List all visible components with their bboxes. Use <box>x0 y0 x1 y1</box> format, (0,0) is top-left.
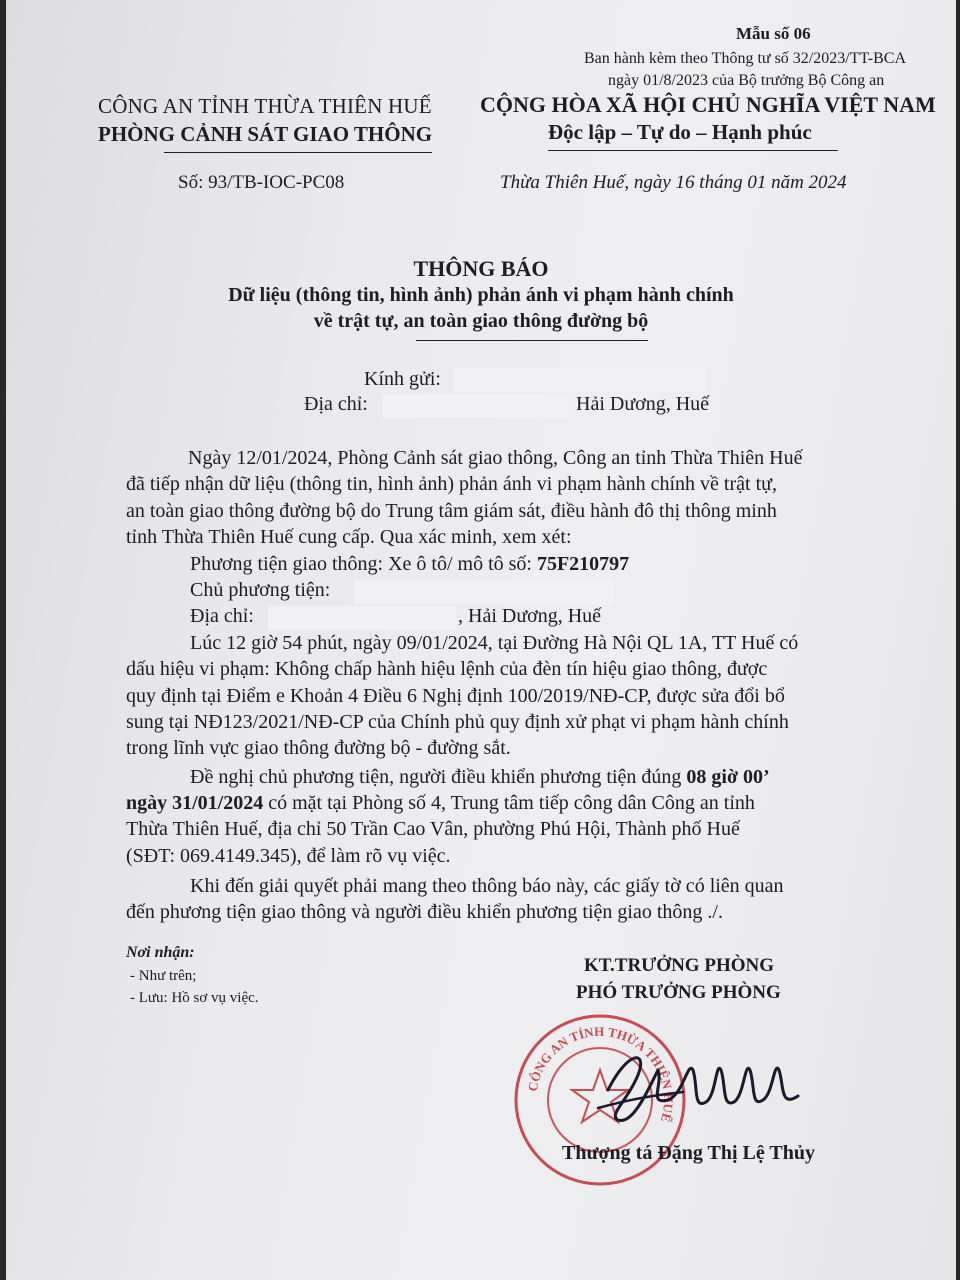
issued-with-text: Ban hành kèm theo Thông tư số 32/2023/TT-BCA <box>584 50 906 67</box>
agency-name: CÔNG AN TỈNH THỪA THIÊN HUẾ <box>98 94 432 118</box>
paragraph-1-line-2: đã tiếp nhận dữ liệu (thông tin, hình ảnh) phản ánh vi phạm hành chính về trật tự, <box>126 473 777 495</box>
department-underline <box>164 152 432 153</box>
paragraph-3-line-4: (SĐT: 069.4149.345), để làm rõ vụ việc. <box>126 845 451 867</box>
paragraph-2-line-3: quy định tại Điểm e Khoản 4 Điều 6 Nghị định 100/2019/NĐ-CP, được sửa đổi bổ <box>126 685 785 707</box>
paragraph-2-line-1: Lúc 12 giờ 54 phút, ngày 09/01/2024, tại Đường Hà Nội QL 1A, TT Huế có <box>190 632 799 654</box>
document-page <box>6 0 956 1280</box>
paragraph-1-line-4: tỉnh Thừa Thiên Huế cung cấp. Qua xác minh, xem xét: <box>126 526 572 548</box>
issued-date-text: ngày 01/8/2023 của Bộ trưởng Bộ Công an <box>608 72 885 89</box>
department-name: PHÒNG CẢNH SÁT GIAO THÔNG <box>98 122 433 146</box>
vehicle-label: Phương tiện giao thông: Xe ô tô/ mô tô số: <box>190 553 532 575</box>
signer-title-1: KT.TRƯỞNG PHÒNG <box>584 955 774 976</box>
national-motto: Độc lập – Tự do – Hạnh phúc <box>548 120 812 144</box>
form-number: Mẫu số 06 <box>736 24 811 43</box>
redacted-owner-address <box>268 606 456 630</box>
recipient-address-visible: Hải Dương, Huế <box>576 393 710 415</box>
document-subtitle-line1: Dữ liệu (thông tin, hình ảnh) phản ánh vi phạm hành chính <box>228 284 734 306</box>
owner-address-visible: , Hải Dương, Huế <box>458 605 602 627</box>
paragraph-1-line-1: Ngày 12/01/2024, Phòng Cảnh sát giao thông, Công an tỉnh Thừa Thiên Huế <box>188 447 803 469</box>
motto-underline <box>548 150 838 151</box>
paragraph-3-line-1 <box>190 766 770 789</box>
address-label: Địa chỉ: <box>304 393 368 415</box>
handwritten-signature <box>588 1030 808 1140</box>
appointment-date: ngày 31/01/2024 <box>126 792 264 814</box>
owner-label: Chủ phương tiện: <box>190 579 331 601</box>
redacted-recipient-address <box>382 394 568 418</box>
paragraph-3-line-1-text: Đề nghị chủ phương tiện, người điều khiển phương tiện đúng <box>190 766 687 788</box>
vehicle-plate: 75F210797 <box>536 553 630 575</box>
redacted-owner-name <box>354 580 614 604</box>
document-title: THÔNG BÁO <box>413 256 549 281</box>
document-subtitle-line2: về trật tự, an toàn giao thông đường bộ <box>313 310 649 332</box>
appointment-time: 08 giờ 00’ <box>686 766 770 788</box>
recipients-label: Nơi nhận: <box>126 944 195 961</box>
redacted-recipient-name <box>454 368 706 392</box>
paragraph-3-line-2 <box>126 792 755 815</box>
recipient-item: - Lưu: Hồ sơ vụ việc. <box>130 990 259 1006</box>
country-name: CỘNG HÒA XÃ HỘI CHỦ NGHĨA VIỆT NAM <box>480 92 936 117</box>
paragraph-3-line-2-text: có mặt tại Phòng số 4, Trung tâm tiếp công dân Công an tỉnh <box>263 792 755 814</box>
paragraph-2-line-2: dấu hiệu vi phạm: Không chấp hành hiệu lệnh của đèn tín hiệu giao thông, được <box>126 658 768 680</box>
place-date: Thừa Thiên Huế, ngày 16 tháng 01 năm 2024 <box>500 172 847 193</box>
paragraph-1-line-3: an toàn giao thông đường bộ do Trung tâm giám sát, điều hành đô thị thông minh <box>126 500 777 522</box>
owner-address-label: Địa chỉ: <box>190 605 254 627</box>
signer-name: Thượng tá Đặng Thị Lệ Thủy <box>562 1142 815 1164</box>
vehicle-line <box>190 553 629 576</box>
paragraph-2-line-5: trong lĩnh vực giao thông đường bộ - đường sắt. <box>126 737 511 759</box>
paragraph-4-line-1: Khi đến giải quyết phải mang theo thông báo này, các giấy tờ có liên quan <box>190 875 784 897</box>
paragraph-3-line-3: Thừa Thiên Huế, địa chỉ 50 Trần Cao Vân, phường Phú Hội, Thành phố Huế <box>126 818 740 840</box>
paragraph-4-line-2: đến phương tiện giao thông và người điều khiển phương tiện giao thông ./. <box>126 901 723 923</box>
recipient-item: - Như trên; <box>130 968 197 984</box>
signer-title-2: PHÓ TRƯỞNG PHÒNG <box>576 982 781 1003</box>
to-label: Kính gửi: <box>364 368 441 390</box>
document-number: Số: 93/TB-IOC-PC08 <box>178 172 345 193</box>
title-underline <box>416 340 648 341</box>
stamp-text: CÔNG AN TỈNH THỪA THIÊN HUẾ <box>524 1023 677 1124</box>
paragraph-2-line-4: sung tại NĐ123/2021/NĐ-CP của Chính phủ quy định xử phạt vi phạm hành chính <box>126 711 789 733</box>
